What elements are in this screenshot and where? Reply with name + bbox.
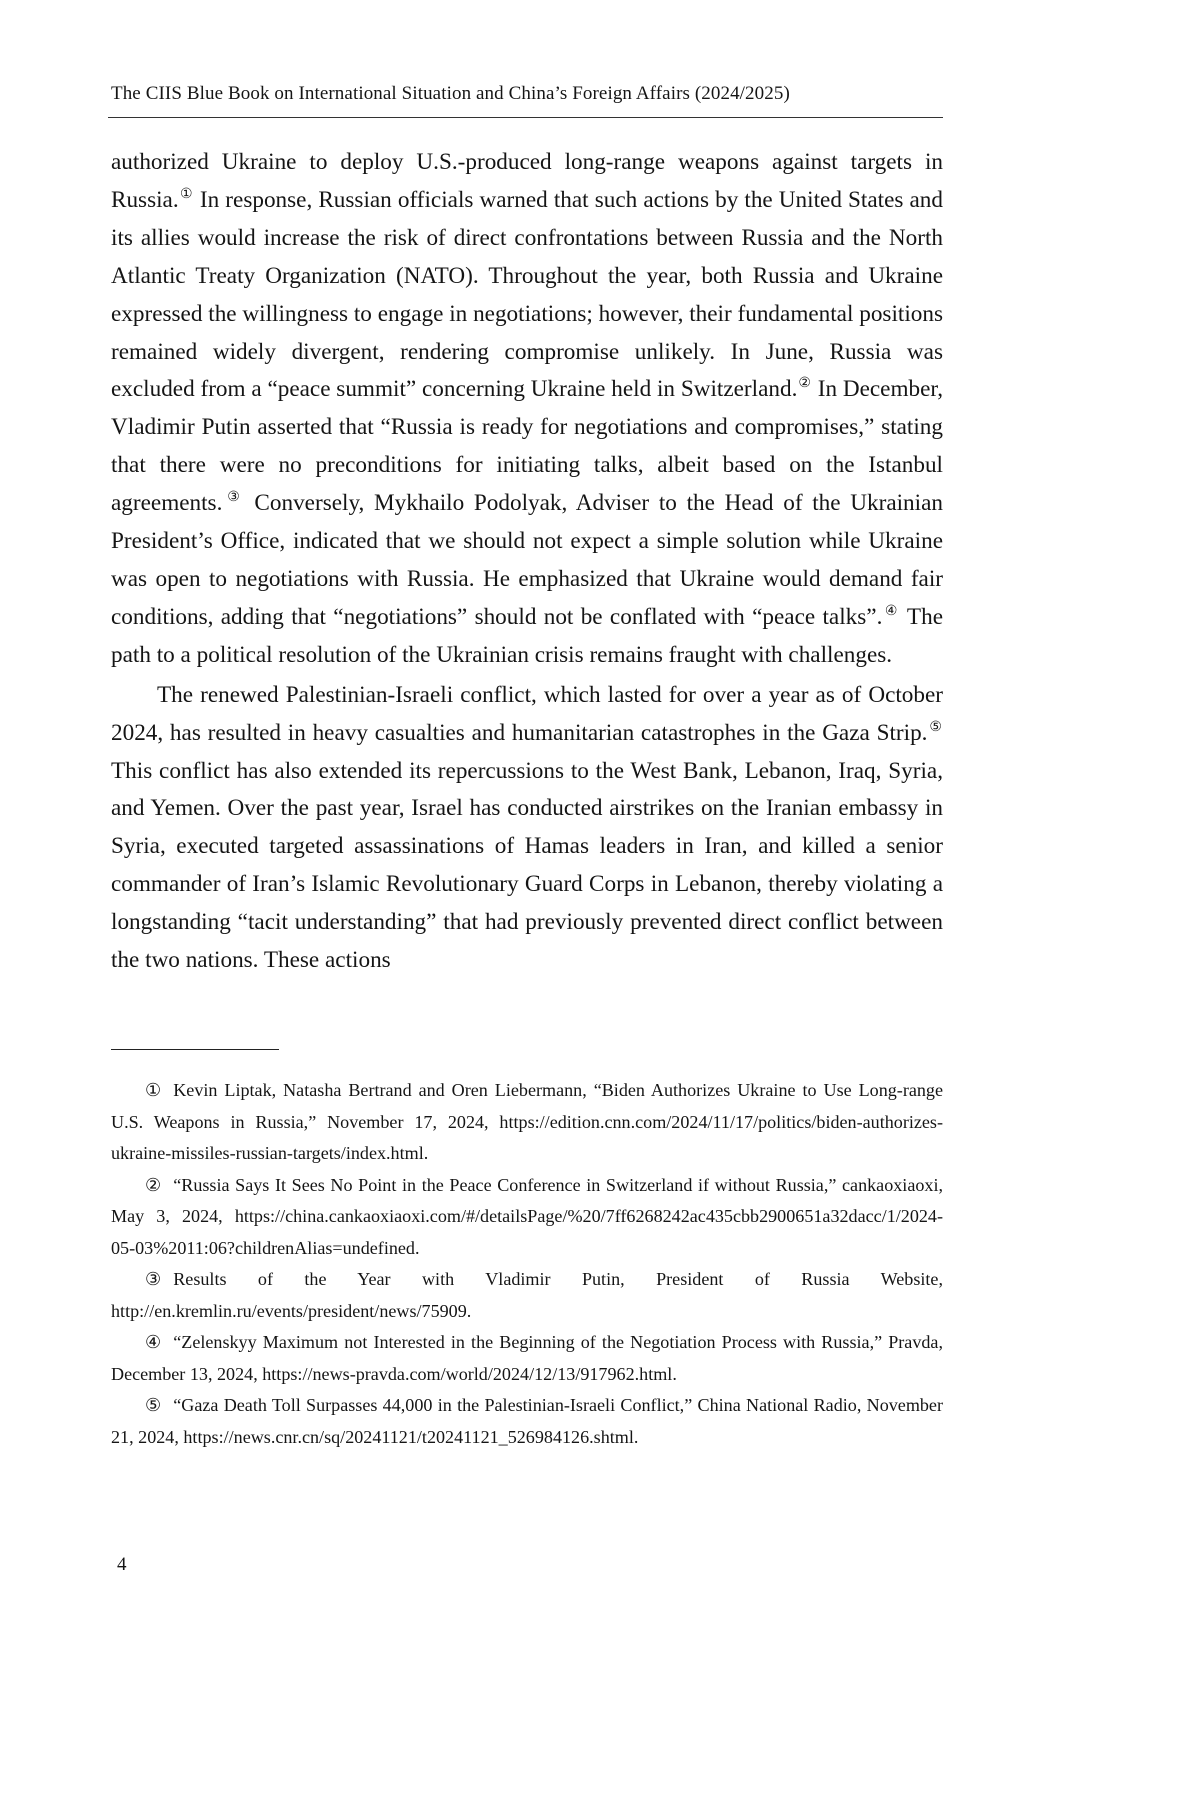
footnote-5 [111,1390,943,1453]
footnote-number: ④ [145,1332,162,1352]
footnote-text: Results of the Year with Vladimir Putin, President of Russia Website, http://en.kremlin.ru/events/president/news/75909. [111,1269,943,1321]
paragraph-1-sentence-5: The path to a political resolution of the Ukrainian crisis remains fraught with challenges. [111,603,943,668]
footnote-text: “Russia Says It Sees No Point in the Peace Conference in Switzerland if without Russia,” cankaoxiaoxi, May 3, 2024, https://china.cankaoxiaoxi.com/#/detailsPage/%20/7ff6268242ac435cbb2900651a32dacc/1/2024-05-03%2011:06?childrenAlias=undefined. [111,1174,943,1258]
paragraph-1-sentence-1: authorized Ukraine to deploy U.S.-produced long-range weapons against targets in Russia. [111,149,943,213]
footnote-ref-4[interactable]: ④ [883,603,900,619]
footnote-number: ⑤ [145,1395,162,1415]
footnote-4 [111,1327,943,1390]
footnote-ref-2[interactable]: ② [798,376,811,392]
footnote-number: ③ [145,1269,162,1289]
footnote-ref-3[interactable]: ③ [223,490,244,506]
footnote-text: “Zelenskyy Maximum not Interested in the Beginning of the Negotiation Process with Russia,” Pravda, December 13, 2024, https://news-pravda.com/world/2024/12/13/917962.html. [111,1332,943,1384]
paragraph-1-sentence-2: In response, Russian officials warned that such actions by the United States and its allies would increase the risk of direct confrontations between Russia and the North Atlantic Treaty Organization (NATO). Throughout the year, both Russia and Ukraine expressed the willingness to engage in negotiations; however, their fundamental positions remained widely divergent, rendering compromise unlikely. In June, Russia was excluded from a “peace summit” concerning Ukraine held in Switzerland. [111,186,943,403]
paragraph-1-sentence-4: Conversely, Mykhailo Podolyak, Adviser to the Head of the Ukrainian President’s Office, indicated that we should not expect a simple solution while Ukraine was open to negotiations with Russia. He emphasized that Ukraine would demand fair conditions, adding that “negotiations” should not be conflated with “peace talks”. [111,490,943,630]
body-text [111,144,943,980]
footnotes [111,1075,943,1453]
footnote-ref-1[interactable]: ① [179,186,193,202]
paragraph-1-sentence-3: In December, Vladimir Putin asserted that “Russia is ready for negotiations and compromises,” stating that there were no preconditions for initiating talks, albeit based on the Istanbul agreements. [111,376,943,517]
paragraph-1 [111,144,943,675]
footnote-text: Kevin Liptak, Natasha Bertrand and Oren Liebermann, “Biden Authorizes Ukraine to Use Long-range U.S. Weapons in Russia,” November 17, 2024, https://edition.cnn.com/2024/11/17/politics/biden-authorizes-ukraine-missiles-russian-targets/index.html. [111,1080,943,1163]
paragraph-2-sentence-2: This conflict has also extended its repercussions to the West Bank, Lebanon, Iraq, Syria, and Yemen. Over the past year, Israel has conducted airstrikes on the Iranian embassy in Syria, executed targeted assassinations of Hamas leaders in Iran, and killed a senior commander of Iran’s Islamic Revolutionary Guard Corps in Lebanon, thereby violating a longstanding “tacit understanding” that had previously prevented direct conflict between the two nations. These actions [111,757,943,974]
footnote-1 [111,1075,943,1170]
footnote-2 [111,1170,943,1265]
running-header: The CIIS Blue Book on International Situation and China’s Foreign Affairs (2024/2025) [111,83,790,104]
footnote-rule [111,1049,279,1050]
paragraph-2 [111,677,943,980]
footnote-3 [111,1264,943,1327]
footnote-ref-5[interactable]: ⑤ [928,719,942,735]
footnote-number: ① [145,1080,162,1100]
paragraph-2-sentence-1: The renewed Palestinian-Israeli conflict, which lasted for over a year as of October 2024, has resulted in heavy casualties and humanitarian catastrophes in the Gaza Strip. [111,681,943,746]
footnote-text: “Gaza Death Toll Surpasses 44,000 in the Palestinian-Israeli Conflict,” China National Radio, November 21, 2024, https://news.cnr.cn/sq/20241121/t20241121_526984126.shtml. [111,1395,943,1447]
footnote-number: ② [145,1174,162,1195]
header-rule [108,117,943,118]
page-number: 4 [117,1554,127,1575]
